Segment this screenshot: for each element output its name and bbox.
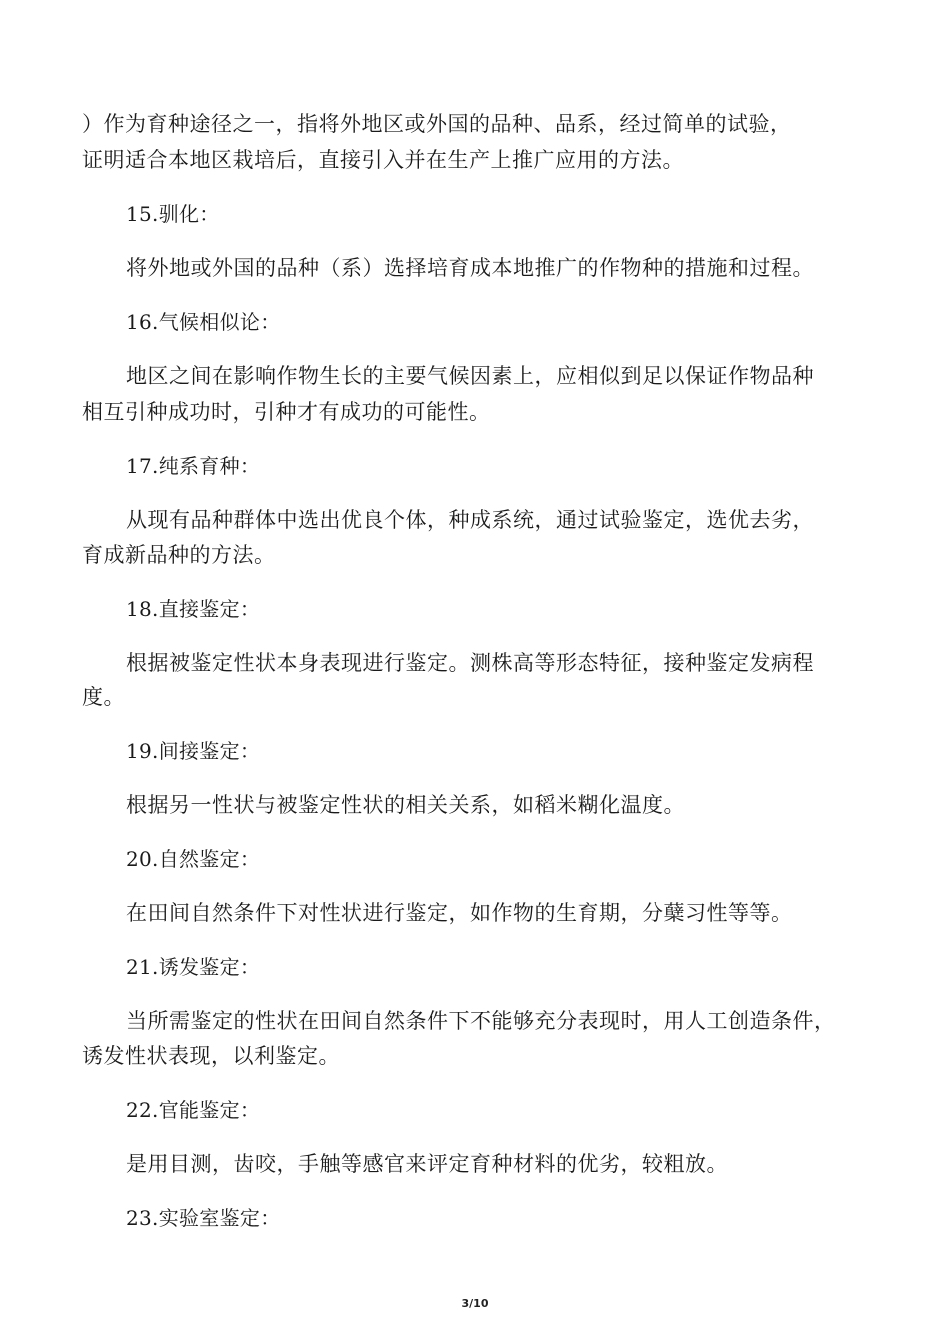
intro-line-1: ）作为育种途径之一，指将外地区或外国的品种、品系，经过简单的试验， — [82, 112, 792, 136]
definition-21-line-1: 当所需鉴定的性状在田间自然条件下不能够充分表现时，用人工创造条件， — [126, 1009, 836, 1033]
definition-18-line-1: 根据被鉴定性状本身表现进行鉴定。测株高等形态特征，接种鉴定发病程 — [126, 651, 814, 675]
definition-22-line-1: 是用目测，齿咬，手触等感官来评定育种材料的优劣，较粗放。 — [126, 1152, 728, 1176]
term-heading-16: 16.气候相似论： — [126, 310, 281, 334]
definition-19-line-1: 根据另一性状与被鉴定性状的相关关系，如稻米糊化温度。 — [126, 793, 685, 817]
term-heading-19: 19.间接鉴定： — [126, 739, 261, 763]
term-heading-15: 15.驯化： — [126, 202, 220, 226]
term-heading-21: 21.诱发鉴定： — [126, 955, 261, 979]
definition-20-line-1: 在田间自然条件下对性状进行鉴定，如作物的生育期，分蘖习性等等。 — [126, 901, 793, 925]
term-heading-22: 22.官能鉴定： — [126, 1098, 261, 1122]
term-heading-17: 17.纯系育种： — [126, 454, 261, 478]
page-number: 3/10 — [461, 1297, 489, 1310]
definition-21-line-2: 诱发性状表现，以利鉴定。 — [82, 1044, 340, 1068]
definition-17-line-2: 育成新品种的方法。 — [82, 543, 276, 567]
definition-16-line-2: 相互引种成功时，引种才有成功的可能性。 — [82, 400, 491, 424]
definition-16-line-1: 地区之间在影响作物生长的主要气候因素上，应相似到足以保证作物品种 — [126, 364, 814, 388]
definition-15-line-1: 将外地或外国的品种（系）选择培育成本地推广的作物种的措施和过程。 — [126, 256, 814, 280]
term-heading-20: 20.自然鉴定： — [126, 847, 261, 871]
intro-line-2: 证明适合本地区栽培后，直接引入并在生产上推广应用的方法。 — [82, 148, 684, 172]
definition-17-line-1: 从现有品种群体中选出优良个体，种成系统，通过试验鉴定，选优去劣， — [126, 508, 814, 532]
definition-18-line-2: 度。 — [82, 685, 125, 709]
term-heading-23: 23.实验室鉴定： — [126, 1206, 281, 1230]
term-heading-18: 18.直接鉴定： — [126, 597, 261, 621]
